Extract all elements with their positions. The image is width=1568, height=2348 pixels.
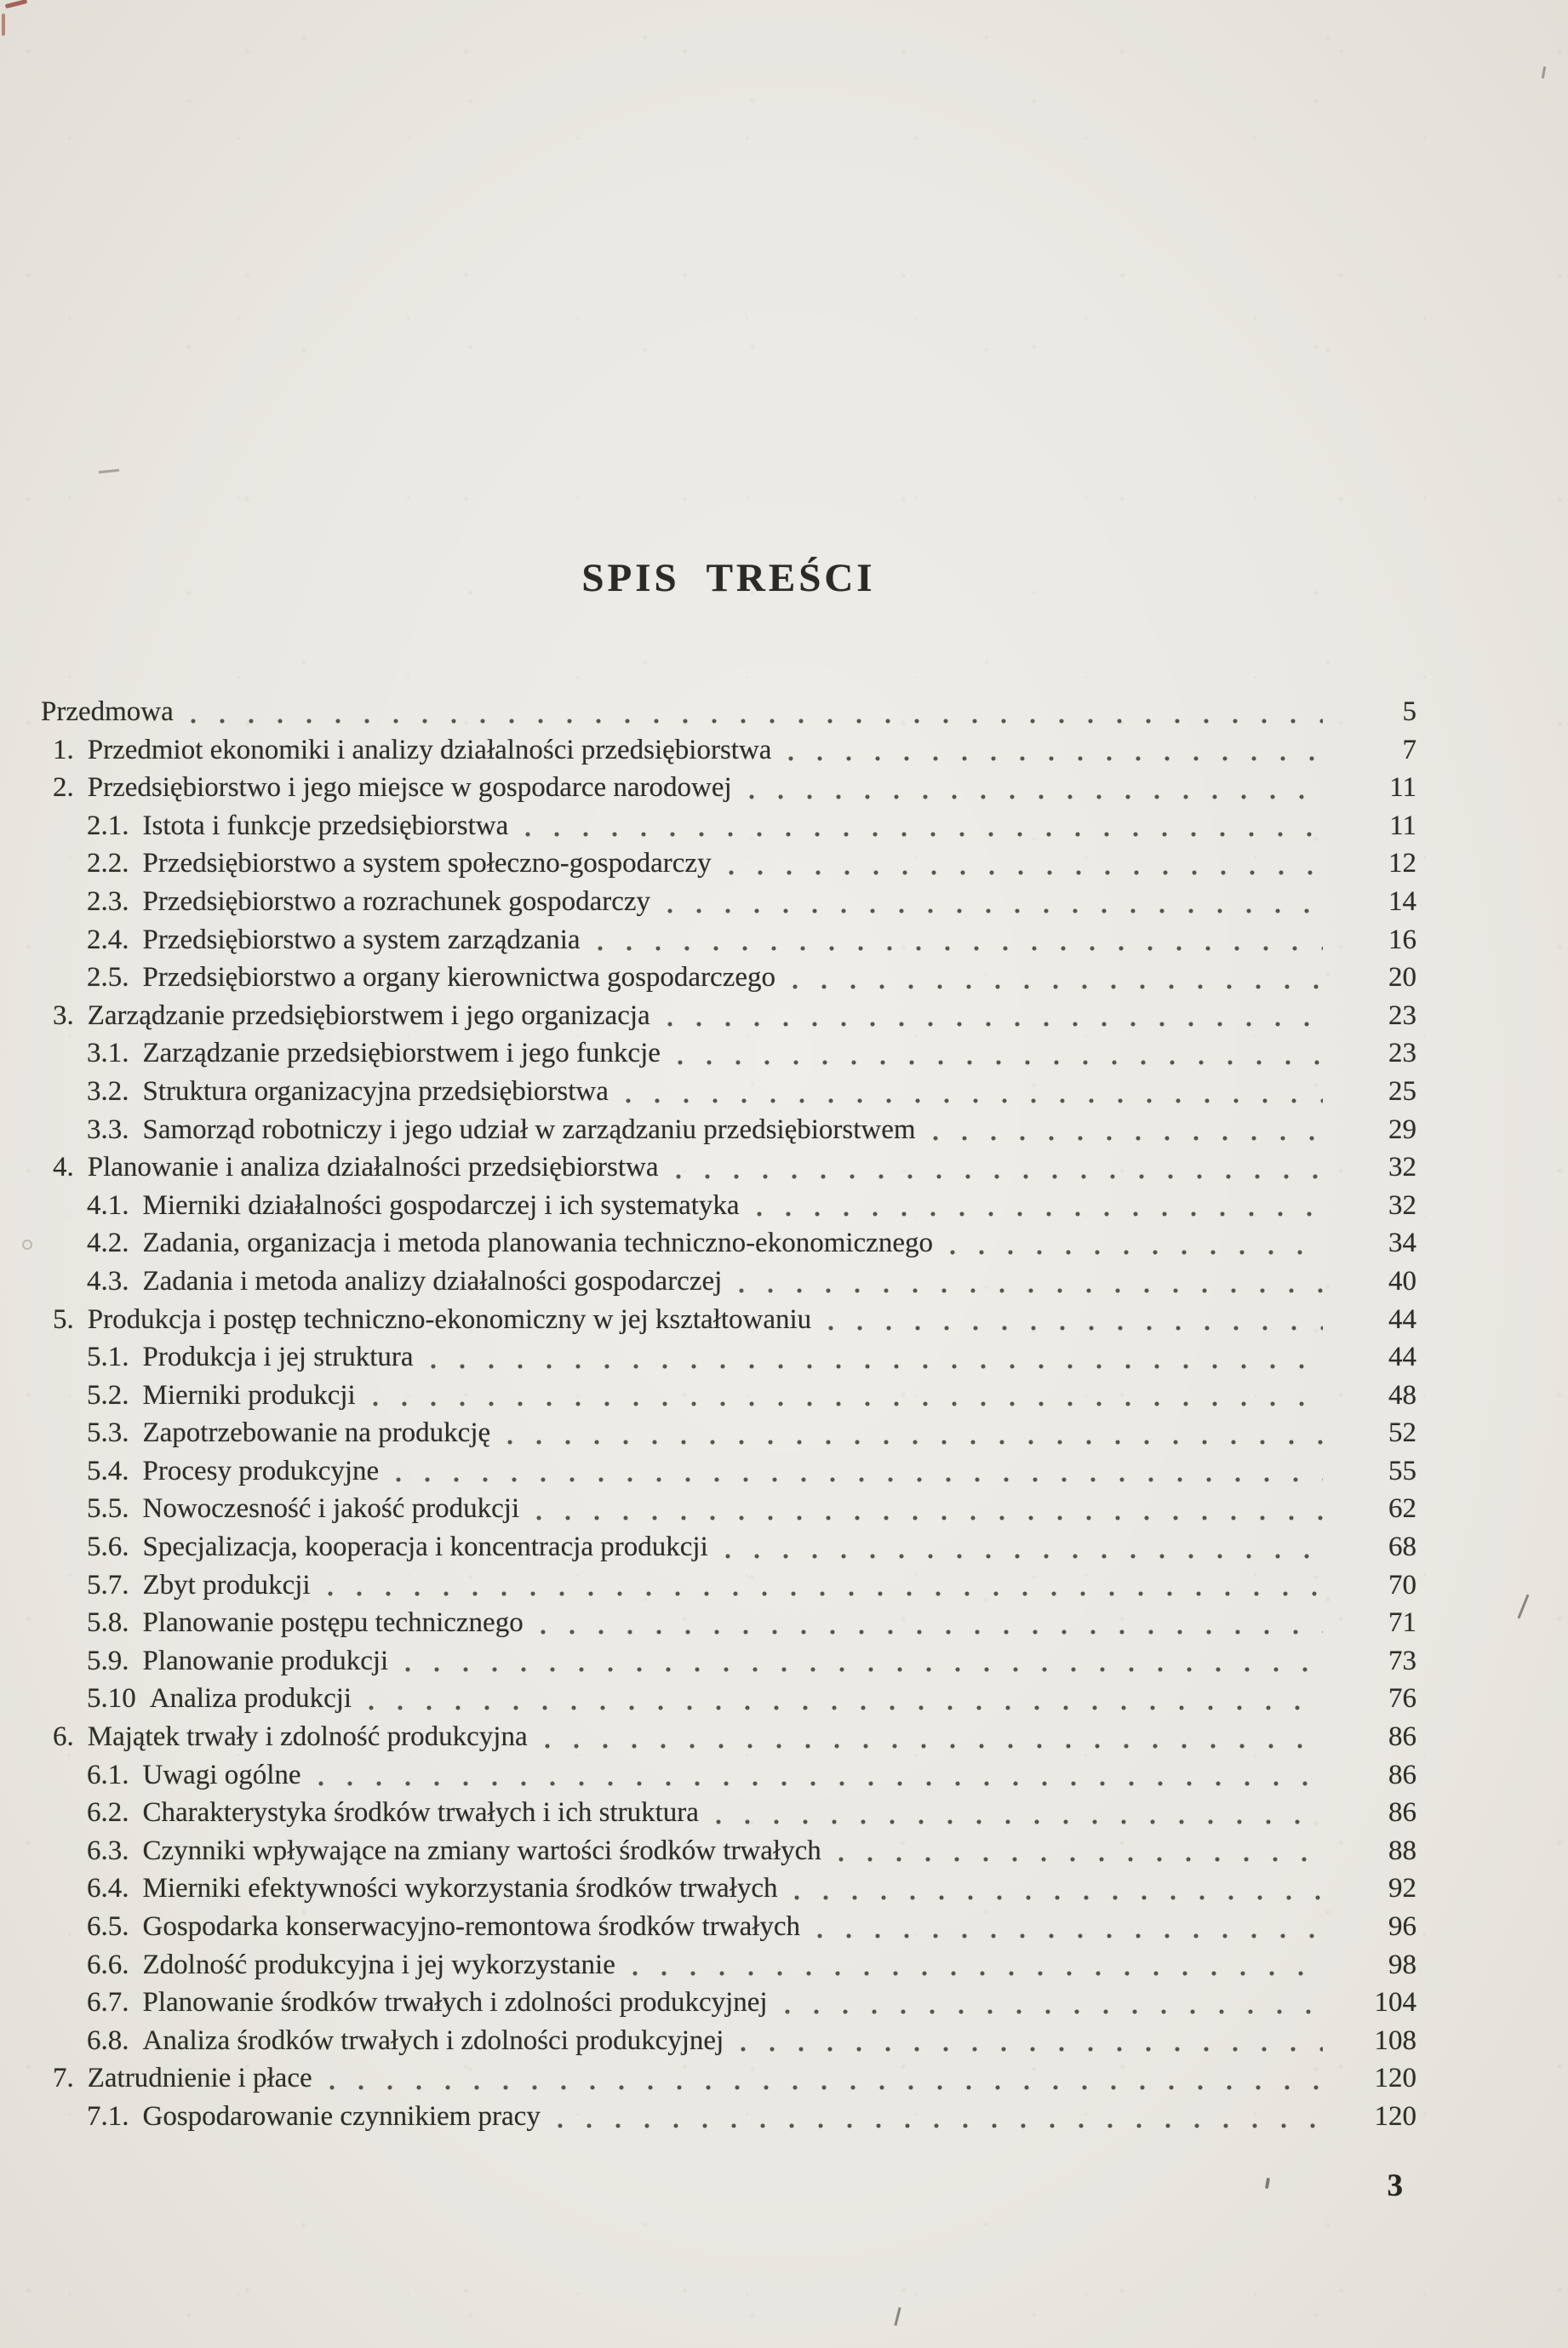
toc-entry-number: 5.1. [87,1342,129,1373]
dot-leader [541,1629,1323,1635]
toc-entry-page: 120 [1374,2063,1416,2094]
dot-leader [794,1895,1323,1900]
toc-entry-title: Przedsiębiorstwo a organy kierownictwa gospodarczego [142,962,775,994]
toc-entry-page: 86 [1388,1797,1416,1829]
dot-leader [788,756,1323,761]
dot-leader [373,1401,1323,1406]
toc-entry-number: 5.10 [87,1683,136,1715]
toc-entry-page: 34 [1388,1228,1416,1259]
toc-entry-number: 3.3. [87,1114,129,1145]
dot-leader [191,719,1323,724]
dot-leader [626,1098,1323,1103]
toc-entry-number: 3.2. [87,1075,129,1107]
toc-entry [41,1794,1416,1832]
toc-entry-title: Specjalizacja, kooperacja i koncentracja produkcji [142,1532,708,1563]
page-title: SPIS TREŚCI [581,556,876,600]
toc-entry-page: 86 [1388,1721,1416,1753]
toc-entry-number: 5.7. [87,1569,129,1601]
toc-entry-page: 108 [1374,2024,1416,2056]
toc-entry-title: Zbyt produkcji [142,1569,311,1601]
dot-leader [431,1364,1323,1369]
toc-entry [41,1224,1416,1263]
toc-entry-number: 6.1. [87,1759,129,1790]
toc-entry-page: 76 [1388,1683,1416,1715]
toc-entry-page: 70 [1388,1569,1416,1601]
toc-entry-page: 62 [1388,1493,1416,1525]
toc-entry [41,921,1416,959]
toc-entry-page: 11 [1389,772,1416,804]
toc-entry-title: Majątek trwały i zdolność produkcyjna [87,1721,528,1753]
scan-artifact [22,1240,32,1250]
toc-entry-number: 7. [53,2063,74,2094]
toc-entry [41,1073,1416,1111]
toc-entry [41,1756,1416,1795]
toc-entry-number: 6.2. [87,1797,129,1829]
toc-entry-page: 12 [1388,848,1416,879]
toc-entry-number: 4. [53,1152,74,1183]
toc-entry [41,1642,1416,1681]
toc-entry [41,2059,1416,2098]
dot-leader [329,2085,1323,2090]
toc-entry-page: 5 [1402,696,1416,727]
toc-entry [41,1528,1416,1566]
toc-entry-title: Charakterystyka środków trwałych i ich struktura [142,1797,699,1829]
dot-leader [598,946,1323,951]
dot-leader [741,2047,1323,2052]
page-number: 3 [1387,2168,1403,2203]
toc-entry-title: Analiza produkcji [149,1683,352,1715]
toc-entry-number: 2.1. [87,810,129,841]
dot-leader [369,1705,1323,1710]
toc-entry-number: 4.3. [87,1265,129,1297]
toc-entry-number: 6.3. [87,1835,129,1866]
toc-entry-number: 2.3. [87,885,129,917]
dot-leader [933,1136,1323,1141]
toc-entry-title: Planowanie produkcji [142,1645,389,1676]
toc-entry-page: 40 [1388,1265,1416,1297]
toc-entry-title: Zatrudnienie i płace [87,2063,312,2094]
table-of-contents [41,693,1416,2136]
dot-leader [328,1591,1323,1596]
toc-entry-number: 6. [53,1721,74,1753]
toc-entry-page: 98 [1388,1949,1416,1980]
dot-leader [785,2009,1323,2014]
toc-entry-page: 96 [1388,1911,1416,1942]
toc-entry [41,2022,1416,2060]
toc-entry-title: Przedsiębiorstwo i jego miejsce w gospodarce narodowej [87,772,732,804]
dot-leader [545,1744,1323,1749]
toc-entry-page: 71 [1388,1607,1416,1639]
toc-entry [41,1301,1416,1339]
toc-entry [41,769,1416,807]
toc-entry-title: Nowoczesność i jakość produkcji [142,1493,520,1525]
toc-entry [41,1946,1416,1984]
toc-entry-page: 44 [1388,1303,1416,1335]
toc-entry [41,883,1416,921]
dot-leader [536,1515,1323,1520]
dot-leader [396,1477,1323,1482]
toc-entry-number: 2.2. [87,848,129,879]
toc-entry-page: 23 [1388,999,1416,1031]
dot-leader [793,984,1323,989]
scan-artifact [2,14,5,36]
toc-entry-title: Przedsiębiorstwo a system społeczno-gospodarczy [142,848,712,879]
toc-entry [41,1034,1416,1073]
toc-entry-page: 29 [1388,1114,1416,1145]
toc-entry [41,1566,1416,1605]
toc-entry-title: Produkcja i postęp techniczno-ekonomiczny w jej kształtowaniu [87,1303,812,1335]
dot-leader [757,1211,1323,1217]
toc-entry-page: 44 [1388,1342,1416,1373]
toc-entry-page: 32 [1388,1152,1416,1183]
toc-entry-page: 23 [1388,1038,1416,1069]
toc-entry-title: Samorząd robotniczy i jego udział w zarządzaniu przedsiębiorstwem [142,1114,916,1145]
toc-entry-title: Zadania, organizacja i metoda planowania techniczno-ekonomicznego [142,1228,933,1259]
dot-leader [676,1174,1324,1179]
toc-entry-page: 16 [1388,924,1416,955]
toc-entry-number: 5.4. [87,1455,129,1486]
toc-entry-number: 5.2. [87,1379,129,1411]
toc-entry-page: 14 [1388,885,1416,917]
scan-artifact [1265,2178,1270,2189]
toc-entry-title: Mierniki działalności gospodarczej i ich systematyka [142,1189,740,1221]
toc-entry-number: 6.6. [87,1949,129,1980]
toc-entry [41,807,1416,845]
toc-entry-page: 92 [1388,1873,1416,1904]
toc-entry-page: 120 [1374,2100,1416,2132]
toc-entry [41,2098,1416,2136]
toc-entry-title: Zarządzanie przedsiębiorstwem i jego funkcje [142,1038,661,1069]
dot-leader [318,1781,1323,1786]
dot-leader [729,870,1323,875]
dot-leader [405,1667,1323,1672]
toc-entry-title: Istota i funkcje przedsiębiorstwa [142,810,509,841]
toc-entry-title: Zarządzanie przedsiębiorstwem i jego organizacja [87,999,650,1031]
toc-entry-title: Zadania i metoda analizy działalności gospodarczej [142,1265,723,1297]
toc-entry-number: 6.7. [87,1987,129,2019]
dot-leader [525,832,1323,837]
toc-entry-page: 25 [1388,1075,1416,1107]
toc-entry-number: 5.5. [87,1493,129,1525]
toc-entry-number: 4.1. [87,1189,129,1221]
toc-entry-number: 7.1. [87,2100,129,2132]
toc-entry-number: 2.5. [87,962,129,994]
scan-artifact [894,2307,901,2326]
toc-entry [41,1604,1416,1642]
toc-entry-title: Przedmiot ekonomiki i analizy działalności przedsiębiorstwa [87,734,772,765]
dot-leader [950,1250,1323,1255]
toc-entry-page: 104 [1374,1987,1416,2019]
toc-entry-title: Czynniki wpływające na zmiany wartości środków trwałych [142,1835,821,1866]
scan-artifact [1542,66,1546,78]
toc-entry-title: Zapotrzebowanie na produkcję [142,1417,491,1449]
toc-entry [41,845,1416,883]
toc-entry-page: 32 [1388,1189,1416,1221]
toc-entry-number: 5.9. [87,1645,129,1676]
toc-entry-page: 11 [1389,810,1416,841]
toc-entry-title: Mierniki produkcji [142,1379,356,1411]
toc-entry-number: 6.5. [87,1911,129,1942]
toc-entry-number: 5.6. [87,1532,129,1563]
toc-entry [41,693,1416,731]
toc-entry-title: Uwagi ogólne [142,1759,301,1790]
toc-entry-title: Gospodarka konserwacyjno-remontowa środków trwałych [142,1911,801,1942]
toc-entry-page: 86 [1388,1759,1416,1790]
page-content [41,0,1416,2136]
toc-entry-title: Mierniki efektywności wykorzystania środków trwałych [142,1873,778,1904]
dot-leader [667,908,1323,913]
toc-entry-page: 68 [1388,1532,1416,1563]
toc-entry-number: 1. [53,734,74,765]
toc-entry-title: Struktura organizacyjna przedsiębiorstwa [142,1075,609,1107]
dot-leader [507,1440,1323,1445]
toc-entry [41,1870,1416,1908]
toc-entry-title: Analiza środków trwałych i zdolności produkcyjnej [142,2024,724,2056]
toc-entry-title: Przedmowa [41,696,174,727]
toc-entry-page: 55 [1388,1455,1416,1486]
toc-entry-number: 5. [53,1303,74,1335]
toc-entry [41,1984,1416,2022]
toc-entry-title: Przedsiębiorstwo a system zarządzania [142,924,581,955]
toc-entry-number: 4.2. [87,1228,129,1259]
scan-artifact [5,0,27,9]
toc-entry [41,1680,1416,1718]
toc-entry-page: 20 [1388,962,1416,994]
toc-entry-number: 5.8. [87,1607,129,1639]
toc-entry-number: 3.1. [87,1038,129,1069]
toc-entry [41,1452,1416,1491]
dot-leader [838,1857,1323,1862]
toc-entry-number: 2. [53,772,74,804]
toc-entry [41,1187,1416,1225]
toc-entry-page: 52 [1388,1417,1416,1449]
dot-leader [667,1022,1323,1027]
toc-entry-number: 5.3. [87,1417,129,1449]
toc-entry-title: Produkcja i jej struktura [142,1342,414,1373]
toc-entry-title: Procesy produkcyjne [142,1455,380,1486]
toc-entry [41,997,1416,1035]
dot-leader [749,794,1323,799]
toc-entry [41,1414,1416,1452]
toc-entry-title: Zdolność produkcyjna i jej wykorzystanie [142,1949,615,1980]
dot-leader [558,2123,1323,2128]
dot-leader [739,1288,1323,1293]
dot-leader [716,1819,1323,1824]
toc-entry [41,1377,1416,1415]
dot-leader [828,1326,1323,1331]
toc-entry [41,1148,1416,1187]
toc-entry-page: 88 [1388,1835,1416,1866]
toc-entry-number: 3. [53,999,74,1031]
toc-entry [41,731,1416,770]
toc-entry-page: 7 [1402,734,1416,765]
toc-entry-number: 6.4. [87,1873,129,1904]
toc-entry [41,1908,1416,1946]
toc-entry [41,1718,1416,1756]
dot-leader [632,1971,1323,1976]
toc-entry-title: Planowanie postępu technicznego [142,1607,524,1639]
toc-entry [41,1263,1416,1301]
toc-entry-title: Gospodarowanie czynnikiem pracy [142,2100,541,2132]
toc-entry-number: 2.4. [87,924,129,955]
toc-entry [41,1338,1416,1377]
toc-entry [41,959,1416,997]
dot-leader [725,1554,1323,1559]
dot-leader [817,1933,1323,1939]
toc-entry-title: Przedsiębiorstwo a rozrachunek gospodarczy [142,885,651,917]
toc-entry [41,1490,1416,1528]
toc-entry-title: Planowanie środków trwałych i zdolności produkcyjnej [142,1987,768,2019]
toc-entry-title: Planowanie i analiza działalności przedsiębiorstwa [87,1152,659,1183]
toc-entry-number: 6.8. [87,2024,129,2056]
scan-artifact [1517,1595,1529,1619]
toc-entry-page: 73 [1388,1645,1416,1676]
dot-leader [678,1060,1323,1065]
toc-entry-page: 48 [1388,1379,1416,1411]
toc-entry [41,1832,1416,1870]
toc-entry [41,1111,1416,1149]
